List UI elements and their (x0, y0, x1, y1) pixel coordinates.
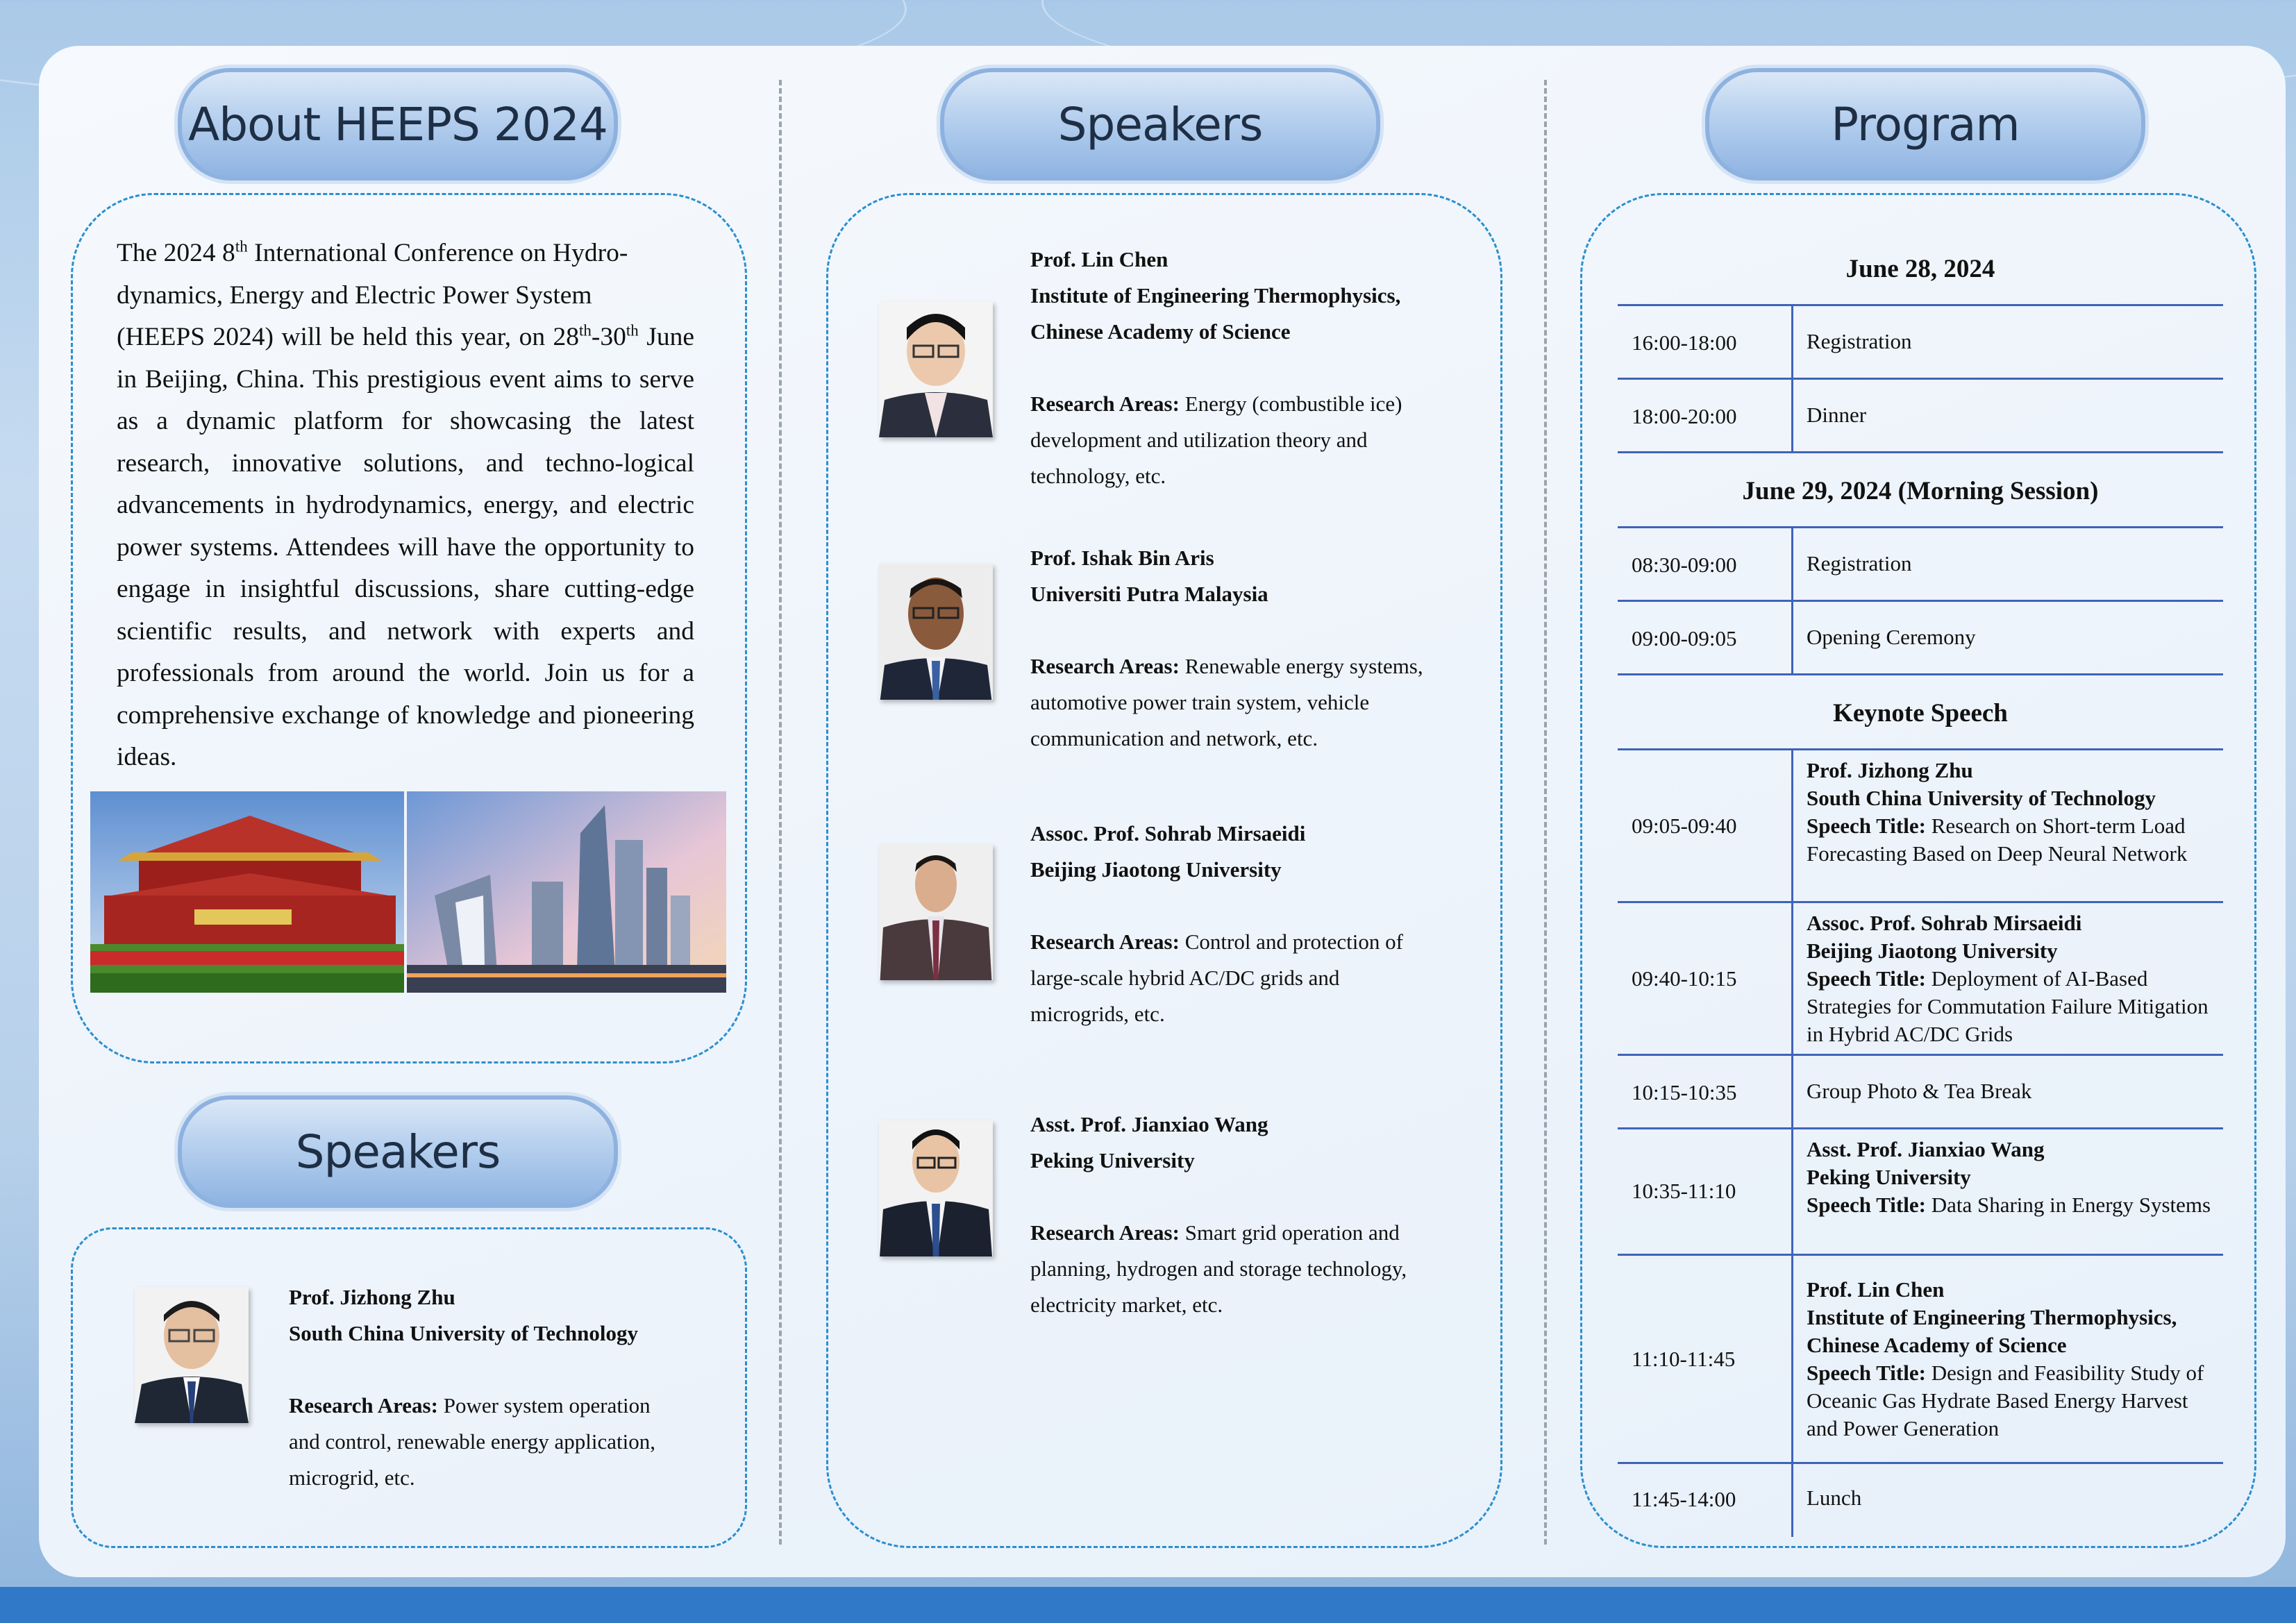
speaker-info-left: Prof. Jizhong Zhu South China University of Technology Research Areas: Power system operation and control, renewable energy application, microgrid, etc. (289, 1285, 655, 1490)
table-column-rule (1791, 304, 1793, 451)
bottom-band (0, 1587, 2296, 1623)
program-item: Group Photo & Tea Break (1807, 1079, 2032, 1103)
speaker-portrait (135, 1287, 249, 1423)
speaker-info: Asst. Prof. Jianxiao Wang Peking University Research Areas: Smart grid operation and planning, hydrogen and storage technology, electricity market, etc. (1030, 1112, 1407, 1317)
program-keynote-item: Prof. Jizhong Zhu South China University of Technology Speech Title: Research on Short-term Load Forecasting Based on Deep Neural Network (1807, 758, 2188, 866)
program-item: Opening Ceremony (1807, 625, 1976, 649)
beijing-skyline-photo (407, 791, 726, 993)
program-day-1: June 28, 2024 (1845, 255, 1995, 283)
program-keynote-item: Assoc. Prof. Sohrab Mirsaeidi Beijing Jiaotong University Speech Title: Deployment of AI-Based Strategies for Commutation Failure Mitigation in Hybrid AC/DC Grids (1807, 911, 2209, 1046)
program-item: Dinner (1807, 403, 1867, 427)
speaker-portrait (879, 844, 993, 980)
speaker-portrait (879, 1120, 993, 1256)
program-item: Registration (1807, 551, 1912, 575)
table-rule (1618, 304, 2223, 306)
program-time: 09:05-09:40 (1632, 814, 1737, 838)
table-rule (1618, 600, 2223, 602)
speaker-info: Assoc. Prof. Sohrab Mirsaeidi Beijing Jiaotong University Research Areas: Control and protection of large-scale hybrid AC/DC grids and microgrids, etc. (1030, 821, 1403, 1026)
program-time: 11:10-11:45 (1632, 1347, 1736, 1371)
speaker-portrait (879, 301, 993, 437)
table-rule (1618, 748, 2223, 750)
table-rule (1618, 1254, 2223, 1256)
program-time: 09:40-10:15 (1632, 966, 1737, 991)
speaker-portrait (879, 564, 993, 700)
program-keynote-item: Prof. Lin Chen Institute of Engineering Thermophysics, Chinese Academy of Science Speech Title: Design and Feasibility Study of Oceanic Gas Hydrate Based Energy Harvest and Power Generation (1807, 1277, 2204, 1440)
program-time: 10:15-10:35 (1632, 1080, 1737, 1104)
speakers-title-mid: Speakers (940, 68, 1380, 180)
program-item: Lunch (1807, 1486, 1862, 1510)
program-keynote-heading: Keynote Speech (1833, 699, 2008, 728)
program-item: Registration (1807, 329, 1912, 353)
program-time: 08:30-09:00 (1632, 553, 1737, 577)
program-time: 18:00-20:00 (1632, 404, 1737, 428)
table-rule (1618, 1054, 2223, 1056)
table-rule (1618, 901, 2223, 903)
table-column-rule (1791, 526, 1793, 673)
table-rule (1618, 673, 2223, 675)
program-day-2: June 29, 2024 (Morning Session) (1742, 477, 2099, 505)
table-column-rule (1791, 748, 1793, 1537)
table-rule (1618, 1127, 2223, 1129)
table-rule (1618, 451, 2223, 453)
program-title: Program (1705, 68, 2145, 180)
tiananmen-photo (90, 791, 404, 993)
program-time: 10:35-11:10 (1632, 1179, 1736, 1203)
column-divider (1544, 80, 1547, 1545)
about-paragraph: The 2024 8th International Conference on Hydro- dynamics, Energy and Electric Power System (HEEPS 2024) will be held this year, on 28th-30th June in Beijing, China. This prestigious event aims to serve as a dynamic platform for showcasing the latest research, innovative solutions, and techno-logical advancements in hydrodynamics, energy, and electric power systems. Attendees will have the opportunity to engage in insightful discussions, share cutting-edge scientific results, and network with experts and professionals from around the world. Join us for a comprehensive exchange of knowledge and pioneering ideas. (117, 237, 694, 771)
table-rule (1618, 1462, 2223, 1464)
speakers-title-left: Speakers (178, 1095, 618, 1208)
table-rule (1618, 378, 2223, 380)
program-keynote-item: Asst. Prof. Jianxiao Wang Peking University Speech Title: Data Sharing in Energy Systems (1807, 1137, 2211, 1217)
program-time: 16:00-18:00 (1632, 330, 1737, 355)
speaker-info: Prof. Lin Chen Institute of Engineering Thermophysics, Chinese Academy of Science Research Areas: Energy (combustible ice) development and utilization theory and technology, etc. (1030, 247, 1402, 488)
program-time: 11:45-14:00 (1632, 1487, 1736, 1511)
table-rule (1618, 526, 2223, 528)
program-time: 09:00-09:05 (1632, 626, 1737, 650)
about-title: About HEEPS 2024 (178, 68, 618, 180)
column-divider (779, 80, 782, 1545)
speaker-info: Prof. Ishak Bin Aris Universiti Putra Malaysia Research Areas: Renewable energy systems, automotive power train system, vehicle communication and network, etc. (1030, 546, 1423, 750)
